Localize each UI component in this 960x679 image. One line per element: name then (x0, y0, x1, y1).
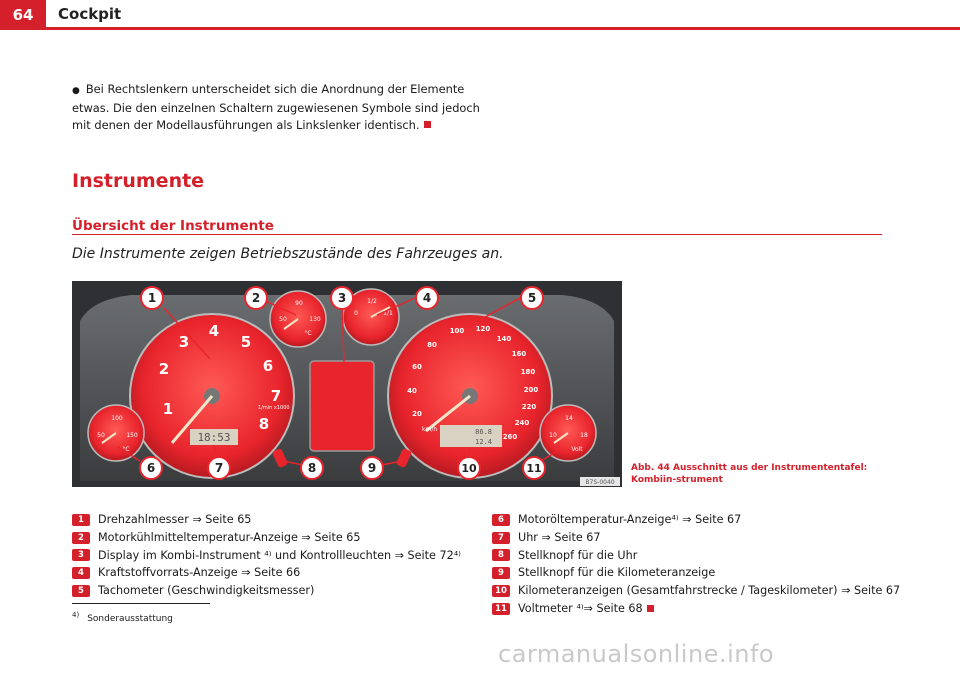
voltmeter-label: 14 (565, 415, 573, 422)
tacho-label: 5 (240, 333, 252, 351)
list-item (72, 547, 461, 565)
callout-8 (301, 457, 323, 479)
callout-number: 5 (527, 291, 537, 305)
list-item (72, 582, 461, 600)
item-text: Display im Kombi-Instrument ⁴⁾ und Kontrollleuchten ⇒ Seite 72⁴⁾ (98, 548, 461, 562)
oil-temp-label: °C (122, 446, 130, 453)
speedo-label: 140 (496, 335, 512, 343)
subtitle-rule (72, 234, 882, 235)
footnote-text: Sonderausstattung (87, 614, 173, 624)
central-display (310, 361, 374, 451)
tacho-label: 4 (208, 322, 220, 340)
tacho-unit: 1/min x1000 (258, 405, 290, 411)
tacho-label: 2 (158, 360, 170, 378)
speedo-label: 100 (449, 327, 465, 335)
callout-2 (245, 287, 267, 309)
speedo-label: 260 (502, 433, 518, 441)
list-item (72, 511, 461, 529)
speedo-label: 220 (521, 403, 537, 411)
item-text: Voltmeter ⁴⁾⇒ Seite 68 (518, 601, 643, 615)
item-number-badge: 7 (492, 532, 510, 544)
speedo-label: 160 (511, 350, 527, 358)
callout-number: 6 (146, 461, 156, 475)
item-text: Kraftstoffvorrats-Anzeige ⇒ Seite 66 (98, 566, 301, 580)
instrument-cluster-figure (72, 281, 622, 487)
bullet-icon: ● (72, 86, 80, 96)
fuel-label: 0 (354, 310, 358, 317)
tacho-label: 6 (262, 357, 274, 375)
oil-temp-label: 150 (126, 432, 138, 439)
callout-number: 10 (461, 462, 477, 475)
speedo-label: 20 (412, 410, 422, 418)
callout-number: 1 (147, 291, 157, 305)
item-number-badge: 5 (72, 585, 90, 597)
callout-number: 3 (337, 291, 347, 305)
oil-temp-label: 100 (111, 415, 123, 422)
legend-list-left (72, 511, 461, 600)
page-header (0, 0, 960, 30)
legend-list-right (492, 511, 900, 618)
odometer-trip-text: 12.4 (475, 438, 492, 446)
item-number-badge: 9 (492, 567, 510, 579)
callout-number: 7 (214, 461, 224, 475)
chapter-title: Cockpit (58, 5, 122, 23)
note-text: Bei Rechtslenkern unterscheidet sich die Anordnung der Elemente etwas. Die den einzelnen Schaltern zugewiesenen Symbole sind jedoch mit denen der Modellausführungen als Linkslenker identisch. (72, 82, 480, 132)
callout-number: 9 (367, 461, 377, 475)
callout-4 (416, 287, 438, 309)
figure-caption: Abb. 44 Ausschnitt aus der Instrumententafel: Kombiin-strument (631, 463, 868, 485)
item-text: Uhr ⇒ Seite 67 (518, 530, 601, 544)
tacho-label: 7 (270, 387, 282, 405)
item-text: Motoröltemperatur-Anzeige⁴⁾ ⇒ Seite 67 (518, 513, 742, 526)
speedo-label: 60 (412, 363, 422, 371)
footnote-mark: 4) (72, 611, 80, 619)
section-title: Instrumente (72, 170, 205, 192)
callout-6 (140, 457, 162, 479)
callout-3 (331, 287, 353, 309)
page-number: 64 (0, 0, 46, 30)
footnote (72, 611, 173, 624)
coolant-label: °C (304, 330, 312, 337)
end-marker-icon (647, 605, 654, 612)
item-text: Drehzahlmesser ⇒ Seite 65 (98, 513, 252, 526)
callout-9 (361, 457, 383, 479)
list-item (492, 547, 900, 565)
callout-number: 4 (422, 291, 432, 305)
callout-7 (208, 457, 230, 479)
callout-number: 8 (307, 461, 317, 475)
item-number-badge: 8 (492, 549, 510, 561)
list-item (492, 511, 900, 529)
tacho-label: 3 (178, 333, 190, 351)
item-text: Tachometer (Geschwindigkeitsmesser) (98, 584, 315, 598)
footnote-rule (72, 603, 210, 604)
note-paragraph (72, 81, 492, 134)
speedo-label: 120 (475, 325, 491, 333)
tacho-label: 1 (162, 400, 174, 418)
coolant-label: 90 (295, 300, 303, 307)
tacho-label: 8 (258, 415, 270, 433)
list-item (492, 529, 900, 547)
oil-temp-label: 50 (97, 432, 105, 439)
speedo-label: 180 (520, 368, 536, 376)
callout-1 (141, 287, 163, 309)
voltmeter-label: Volt (571, 446, 583, 453)
item-text: Stellknopf für die Uhr (518, 548, 638, 562)
item-number-badge: 4 (72, 567, 90, 579)
callout-10 (458, 457, 480, 479)
item-number-badge: 3 (72, 549, 90, 561)
callout-number: 2 (251, 291, 261, 305)
fuel-label: 1/1 (383, 310, 393, 317)
item-number-badge: 2 (72, 532, 90, 544)
callout-11 (523, 457, 545, 479)
list-item (72, 529, 461, 547)
coolant-label: 130 (309, 316, 321, 323)
list-item (492, 564, 900, 582)
item-number-badge: 10 (492, 585, 510, 597)
callout-number: 11 (526, 462, 542, 475)
list-item (492, 582, 900, 600)
speedo-label: 200 (523, 386, 539, 394)
list-item (492, 600, 900, 618)
fuel-label: 1/2 (367, 298, 377, 305)
voltmeter-label: 18 (580, 432, 588, 439)
odometer-display (440, 425, 502, 447)
list-item (72, 564, 461, 582)
speedo-unit: km/h (422, 426, 438, 433)
item-text: Stellknopf für die Kilometeranzeige (518, 566, 716, 580)
figure-ref: B7S-0040 (585, 479, 615, 486)
item-text: Kilometeranzeigen (Gesamtfahrstrecke / Tageskilometer) ⇒ Seite 67 (518, 584, 901, 598)
callout-5 (521, 287, 543, 309)
speedo-label: 240 (514, 419, 530, 427)
voltmeter-label: 10 (549, 432, 557, 439)
end-marker-icon (424, 121, 431, 128)
item-number-badge: 1 (72, 514, 90, 526)
item-number-badge: 11 (492, 603, 510, 615)
coolant-label: 50 (279, 316, 287, 323)
clock-display-text: 18:53 (197, 431, 231, 444)
section-subtitle: Übersicht der Instrumente (72, 218, 274, 234)
speedo-label: 80 (427, 341, 437, 349)
speedo-label: 40 (407, 387, 417, 395)
item-number-badge: 6 (492, 514, 510, 526)
section-lead: Die Instrumente zeigen Betriebszustände des Fahrzeuges an. (72, 246, 504, 262)
header-rule (46, 27, 960, 30)
odometer-total-text: 86.8 (475, 428, 492, 436)
item-text: Motorkühlmitteltemperatur-Anzeige ⇒ Seite 65 (98, 530, 361, 544)
watermark: carmanualsonline.info (498, 640, 775, 668)
